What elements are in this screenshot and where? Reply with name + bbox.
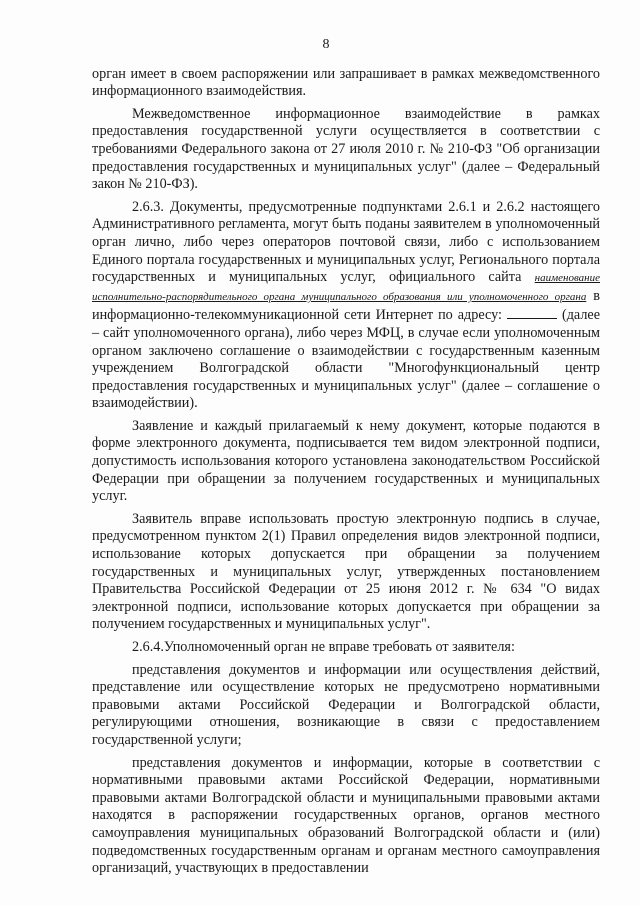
paragraph-2: Межведомственное информационное взаимодействие в рамках предоставления государственной услуги осуществляется в соответствии с требованиями Федерального закона от 27 июля 2010 г. № 210-ФЗ "Об организации предоставления государственных и муниципальных услуг" (далее – Федеральный закон № 210-ФЗ).	[92, 105, 600, 193]
blank-address-field	[507, 306, 557, 319]
paragraph-5: Заявитель вправе использовать простую электронную подпись в случае, предусмотренном пунктом 2(1) Правил определения видов электронной подписи, использование которых допускается при обращении за получением государственных и муниципальных услуг, утвержденных постановлением Правительства Российской Федерации от 25 июня 2012 г. № 634 "О видах электронной подписи, использование которых допускается при обращении за получением государственных и муниципальных услуг".	[92, 510, 600, 633]
paragraph-3	[92, 199, 600, 413]
paragraph-6: 2.6.4.Уполномоченный орган не вправе требовать от заявителя:	[132, 639, 515, 655]
paragraph-3-start: 2.6.3. Документы, предусмотренные подпунктами 2.6.1 и 2.6.2 настоящего Административного регламента, могут быть поданы заявителем в уполномоченный орган лично, либо через операторов почтовой связи, либо с использованием Единого портала государственных и муниципальных услуг, Регионального портала государственных и муниципальных услуг, официального сайта	[92, 198, 600, 286]
paragraph-1: орган имеет в своем распоряжении или запрашивает в рамках межведомственного информационного взаимодействия.	[92, 65, 600, 100]
paragraph-4: Заявление и каждый прилагаемый к нему документ, которые подаются в форме электронного документа, подписывается тем видом электронной подписи, допустимость использования которого установлена законодательством Российской Федерации при обращении за получением государственных и муниципальных услуг.	[92, 417, 600, 505]
paragraph-3-end: (далее – сайт уполномоченного органа), либо через МФЦ, в случае если уполномоченным органом заключено соглашение о взаимодействии с государственным казенным учреждением Волгоградской области "Многофункциональный центр предоставления государственных и муниципальных услуг" (далее – соглашение о взаимодействии).	[92, 307, 601, 412]
paragraph-3-mid: в информационно-телекоммуникационной сети Интернет по адресу:	[92, 287, 600, 324]
template-placeholder: наименование исполнительно-распорядительного органа муниципального образования или уполномоченного органа	[92, 272, 600, 303]
page-number: 8	[322, 37, 330, 52]
paragraph-8: представления документов и информации, которые в соответствии с нормативными правовыми актами Российской Федерации, нормативными правовыми актами Волгоградской области и муниципальными правовыми актами находятся в распоряжении государственных органов, органов местного самоуправления муниципальных образований Волгоградской области и (или) подведомственных государственным органам и органам местного самоуправления организаций, участвующих в предоставлении	[92, 754, 600, 877]
paragraph-7: представления документов и информации или осуществления действий, представление или осуществление которых не предусмотрено нормативными правовыми актами Российской Федерации и Волгоградской области, регулирующими отношения, возникающие в связи с предоставлением государственной услуги;	[92, 661, 600, 748]
